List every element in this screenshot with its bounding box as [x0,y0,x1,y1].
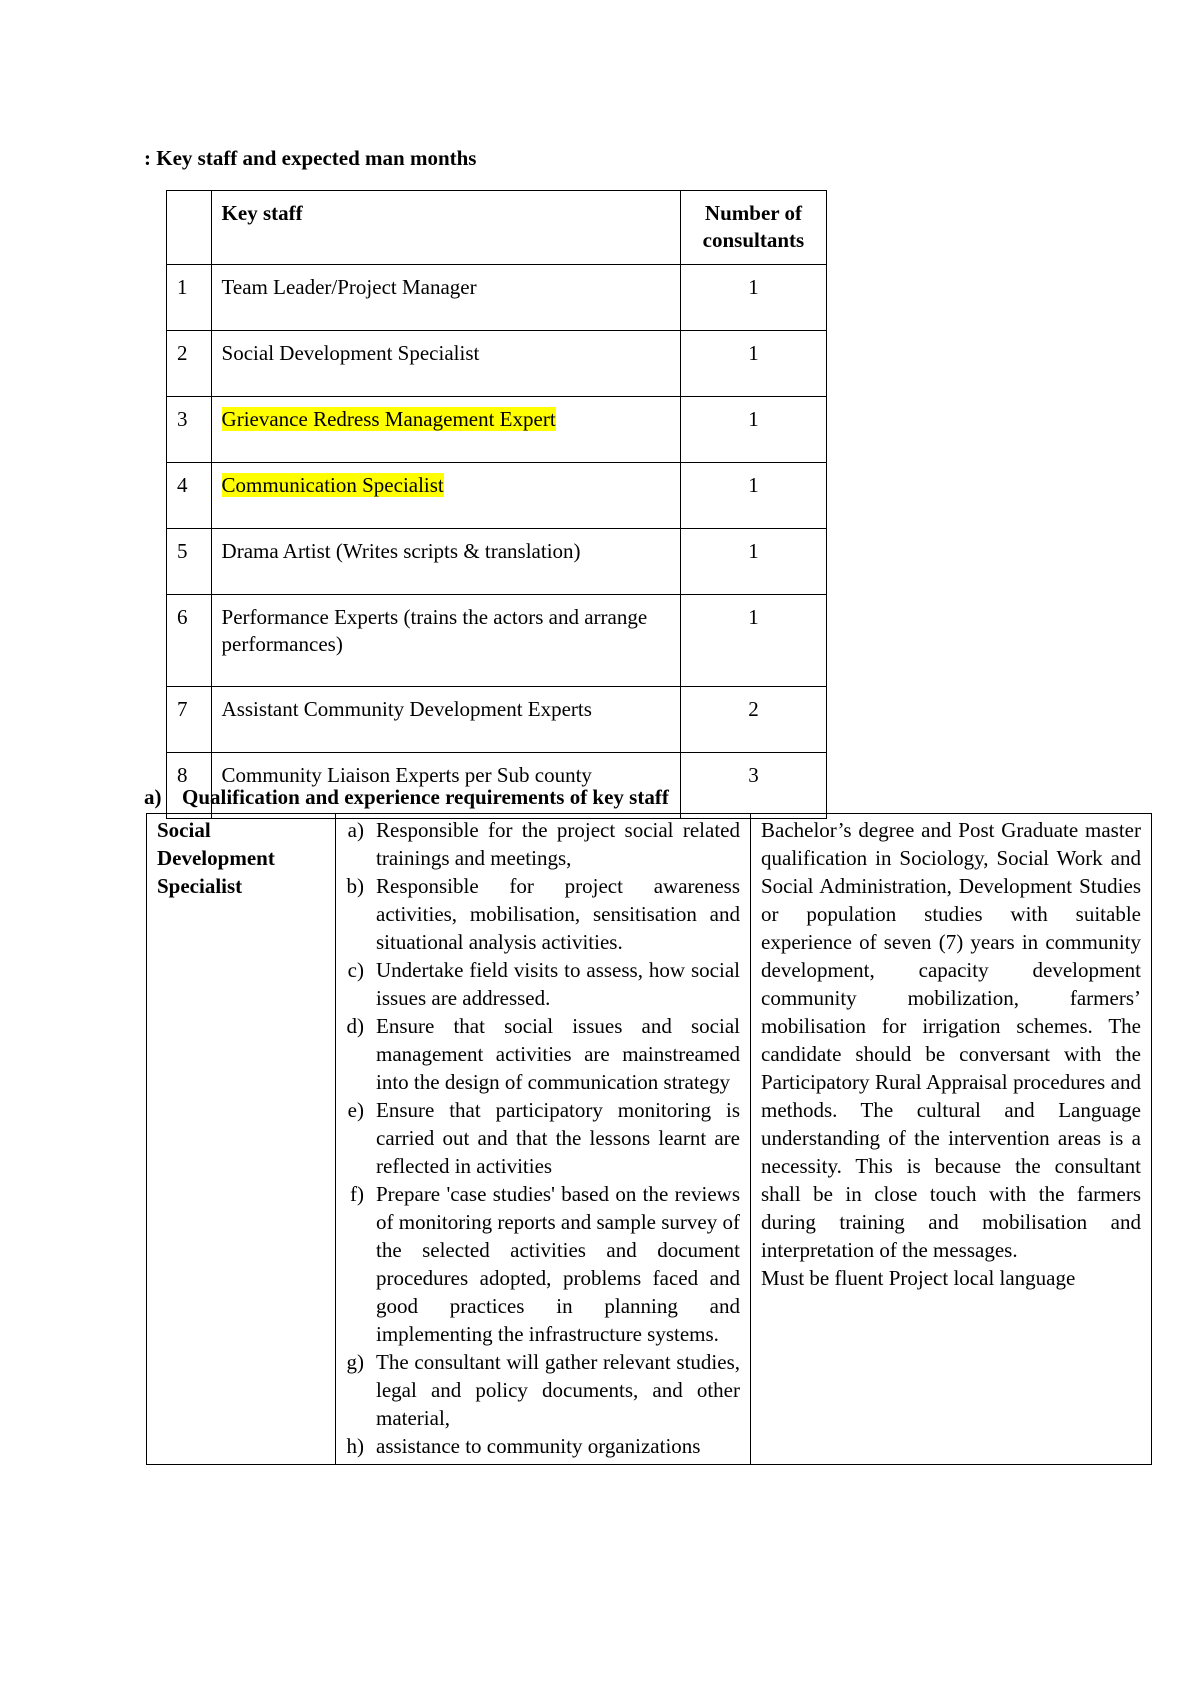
list-item [336,1180,740,1348]
list-marker: a) [347,818,364,842]
table-row [167,687,827,753]
list-marker: f) [350,1182,364,1206]
list-marker: c) [347,958,364,982]
table-row [167,397,827,463]
key-staff-name: Social Development Specialist [221,341,480,365]
list-marker: d) [346,1014,364,1038]
list-marker: h) [346,1434,364,1458]
list-item [336,1432,740,1460]
table-row [147,814,1152,1465]
row-number: 4 [167,463,212,529]
list-marker: b) [346,874,364,898]
table-row [167,463,827,529]
list-item [336,1012,740,1096]
section-title-text: Qualification and experience requirements of key staff [182,785,669,809]
list-item [336,956,740,1012]
list-text: Responsible for project awareness activities, mobilisation, sensitisation and situational analysis activities. [376,874,740,954]
consultant-count: 1 [680,265,826,331]
header-number-of-consultants: Number of consultants [680,191,826,265]
section-title-qualification [144,785,669,810]
key-staff-cell [211,687,680,753]
consultant-count: 3 [680,753,826,819]
row-number: 2 [167,331,212,397]
qualification-cell [751,814,1152,1465]
duties-cell [336,814,751,1465]
row-number: 3 [167,397,212,463]
key-staff-cell [211,529,680,595]
row-number: 5 [167,529,212,595]
header-key-staff: Key staff [211,191,680,265]
key-staff-cell [211,397,680,463]
table-row [167,331,827,397]
table-header-row [167,191,827,265]
list-marker: g) [346,1350,364,1374]
key-staff-name: Drama Artist (Writes scripts & translation) [221,539,581,563]
list-text: assistance to community organizations [376,1434,701,1458]
key-staff-cell [211,595,680,687]
list-item [336,1348,740,1432]
key-staff-name: Assistant Community Development Experts [221,697,592,721]
duties-list [336,816,740,1460]
header-number [167,191,212,265]
list-text: Responsible for the project social related trainings and meetings, [376,818,740,870]
language-requirement: Must be fluent Project local language [761,1266,1076,1290]
section-title-key-staff: : Key staff and expected man months [144,146,477,170]
key-staff-name: Performance Experts (trains the actors and arrange performances) [221,605,648,656]
list-text: Ensure that social issues and social management activities are mainstreamed into the design of communication strategy [376,1014,740,1094]
consultant-count: 1 [680,595,826,687]
consultant-count: 1 [680,331,826,397]
list-text: Ensure that participatory monitoring is carried out and that the lessons learnt are reflected in activities [376,1098,740,1178]
key-staff-name: Communication Specialist [221,473,444,497]
role-name: Social Development Specialist [157,818,275,898]
list-text: Undertake field visits to assess, how social issues are addressed. [376,958,740,1010]
qualification-text: Bachelor’s degree and Post Graduate master qualification in Sociology, Social Work and Social Administration, Development Studies or population studies with suitable experience of seven (7) years in community development, capacity development community mobilization, farmers’ mobilisation for irrigation schemes. The candidate should be conversant with the Participatory Rural Appraisal procedures and methods. The cultural and Language understanding of the intervention areas is a necessity. This is because the consultant shall be in close touch with the farmers during training and mobilisation and interpretation of the messages. [761,818,1141,1262]
key-staff-name: Grievance Redress Management Expert [221,407,556,431]
list-item [336,1096,740,1180]
table-row [167,265,827,331]
row-number: 7 [167,687,212,753]
list-marker: e) [347,1098,364,1122]
row-number: 1 [167,265,212,331]
list-text: Prepare 'case studies' based on the reviews of monitoring reports and sample survey of the selected activities and document procedures adopted, problems faced and good practices in planning and implementing the infrastructure systems. [376,1182,740,1346]
table-row [167,595,827,687]
consultant-count: 1 [680,463,826,529]
section-marker: a) [144,785,162,809]
list-text: The consultant will gather relevant studies, legal and policy documents, and other material, [376,1350,740,1430]
key-staff-cell [211,265,680,331]
key-staff-rows [167,265,827,819]
table-row [167,529,827,595]
key-staff-cell [211,463,680,529]
key-staff-name: Team Leader/Project Manager [221,275,477,299]
row-number: 6 [167,595,212,687]
consultant-count: 1 [680,529,826,595]
key-staff-cell [211,331,680,397]
list-item [336,872,740,956]
qualification-table [146,813,1152,1465]
row-number: 8 [167,753,212,819]
key-staff-table [166,190,827,819]
list-item [336,816,740,872]
consultant-count: 2 [680,687,826,753]
role-cell [147,814,336,1465]
key-staff-name: Community Liaison Experts per Sub county [221,763,592,787]
consultant-count: 1 [680,397,826,463]
